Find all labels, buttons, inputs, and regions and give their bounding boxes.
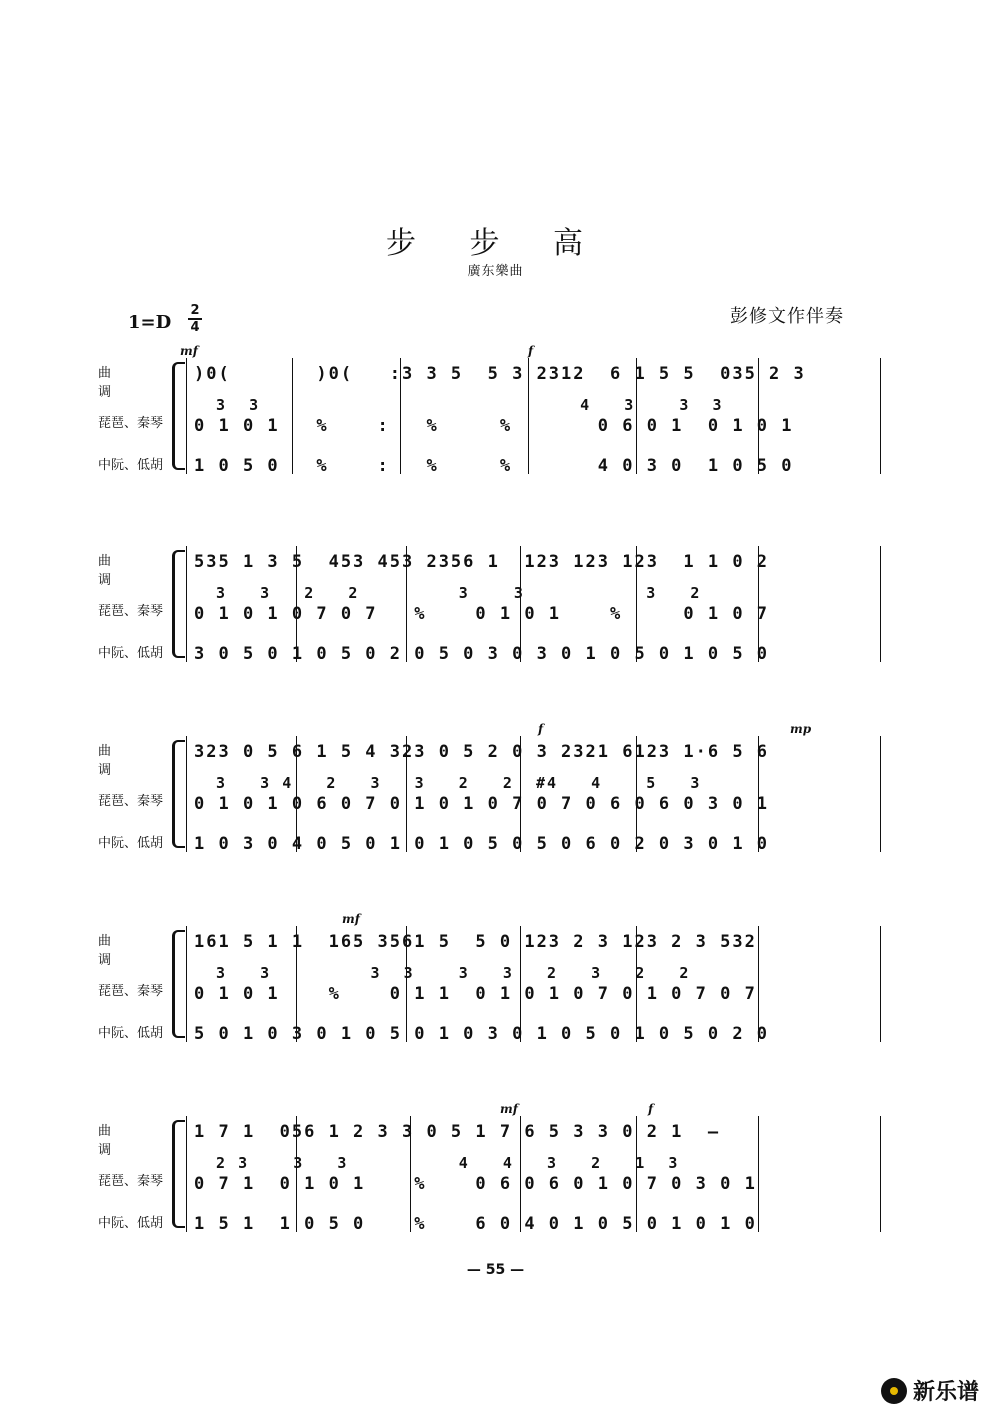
record-icon [881,1378,907,1404]
bass-row: 5 0 1 0 3 0 1 0 5 0 1 0 3 0 1 0 5 0 1 0 5 0 2 0 [194,1024,770,1044]
melody-row: 161 5 1 1 165 3561 5 5 0 123 2 3 123 2 3 532 [194,932,757,952]
part-label-melody: 曲 调 [98,554,144,588]
harmony-upper-row: 2 3 3 3 4 4 3 2 1 3 [194,1154,680,1172]
pipa-row: 0 1 0 1 % 0 1 1 0 1 0 1 0 7 0 1 0 7 0 7 [194,984,757,1004]
part-label-pipa: 琵琶、秦琴 [98,984,164,999]
barline [186,546,187,662]
barline [880,546,881,662]
part-label-pipa: 琵琶、秦琴 [98,604,164,619]
bass-row: 1 0 5 0 % : % % 4 0 3 0 1 0 5 0 [194,456,794,476]
melody-row: 1 7 1 056 1 2 3 3 0 5 1 7 6 5 3 3 0 2 1 – [194,1122,721,1142]
barline [880,1116,881,1232]
bass-row: 1 5 1 1 0 5 0 % 6 0 4 0 1 0 5 0 1 0 1 0 [194,1214,757,1234]
harmony-upper-row: 3 3 3 3 3 3 2 3 2 2 [194,964,691,982]
score-system [0,540,991,680]
bass-row: 3 0 5 0 1 0 5 0 2 0 5 0 3 0 3 0 1 0 5 0 1 0 5 0 [194,644,770,664]
system-brace [172,550,185,658]
dynamic-marking: f [538,722,544,736]
melody-row: )0( )0( :3 3 5 5 3 2312 6 1 5 5 035 2 3 [194,364,806,384]
page-subtitle: 廣东樂曲 [467,264,524,279]
pipa-row: 0 1 0 1 0 6 0 7 0 1 0 1 0 7 0 7 0 6 0 6 0 3 0 1 [194,794,770,814]
part-label-pipa: 琵琶、秦琴 [98,794,164,809]
barline [880,926,881,1042]
dynamic-marking: mp [790,722,812,736]
system-brace [172,740,185,848]
part-label-ruan: 中阮、低胡 [98,1216,164,1231]
system-brace [172,1120,185,1228]
barline [186,358,187,474]
time-signature-bottom: 4 [190,320,200,335]
barline [880,358,881,474]
part-label-melody: 曲 调 [98,744,144,778]
page-number: — 55 — [466,1262,525,1278]
part-label-melody: 曲 调 [98,934,144,968]
barline [186,1116,187,1232]
watermark [881,1375,979,1406]
harmony-upper-row: 3 3 4 2 3 3 2 2 #4 4 5 3 [194,774,702,792]
time-signature-top: 2 [190,303,200,318]
part-label-ruan: 中阮、低胡 [98,836,164,851]
score-system [0,1102,991,1250]
part-label-pipa: 琵琶、秦琴 [98,416,164,431]
score-system [0,344,991,492]
pipa-row: 0 1 0 1 % : % % 0 6 0 1 0 1 0 1 [194,416,794,436]
melody-row: 535 1 3 5 453 453 2356 1 123 123 123 1 1 0 2 [194,552,770,572]
system-brace [172,930,185,1038]
pipa-row: 0 1 0 1 0 7 0 7 % 0 1 0 1 % 0 1 0 7 [194,604,770,624]
system-brace [172,362,185,470]
melody-row: 323 0 5 6 1 5 4 323 0 5 2 0 3 2321 6123 1·6 5 6 [194,742,770,762]
part-label-ruan: 中阮、低胡 [98,646,164,661]
dynamic-marking: f [528,344,534,358]
part-label-pipa: 琵琶、秦琴 [98,1174,164,1189]
harmony-upper-row: 3 3 2 2 3 3 3 2 [194,584,702,602]
watermark-text: 新乐谱 [912,1380,979,1405]
part-label-ruan: 中阮、低胡 [98,1026,164,1041]
score-system [0,722,991,870]
barline [186,926,187,1042]
barline [880,736,881,852]
dynamic-marking: f [648,1102,654,1116]
time-signature [188,303,202,335]
part-label-melody: 曲 调 [98,366,144,400]
part-label-melody: 曲 调 [98,1124,144,1158]
key-signature: 1=D [128,312,172,333]
part-label-ruan: 中阮、低胡 [98,458,164,473]
barline [186,736,187,852]
dynamic-marking: mf [180,344,198,358]
barline [758,1116,759,1232]
score-system [0,912,991,1060]
arranger: 彭修文作伴奏 [730,306,844,327]
bass-row: 1 0 3 0 4 0 5 0 1 0 1 0 5 0 5 0 6 0 2 0 3 0 1 0 [194,834,770,854]
harmony-upper-row: 3 3 4 3 3 3 [194,396,724,414]
page-title: 步 步 高 [385,226,606,261]
dynamic-marking: mf [342,912,360,926]
pipa-row: 0 7 1 0 1 0 1 % 0 6 0 6 0 1 0 7 0 3 0 1 [194,1174,757,1194]
dynamic-marking: mf [500,1102,518,1116]
